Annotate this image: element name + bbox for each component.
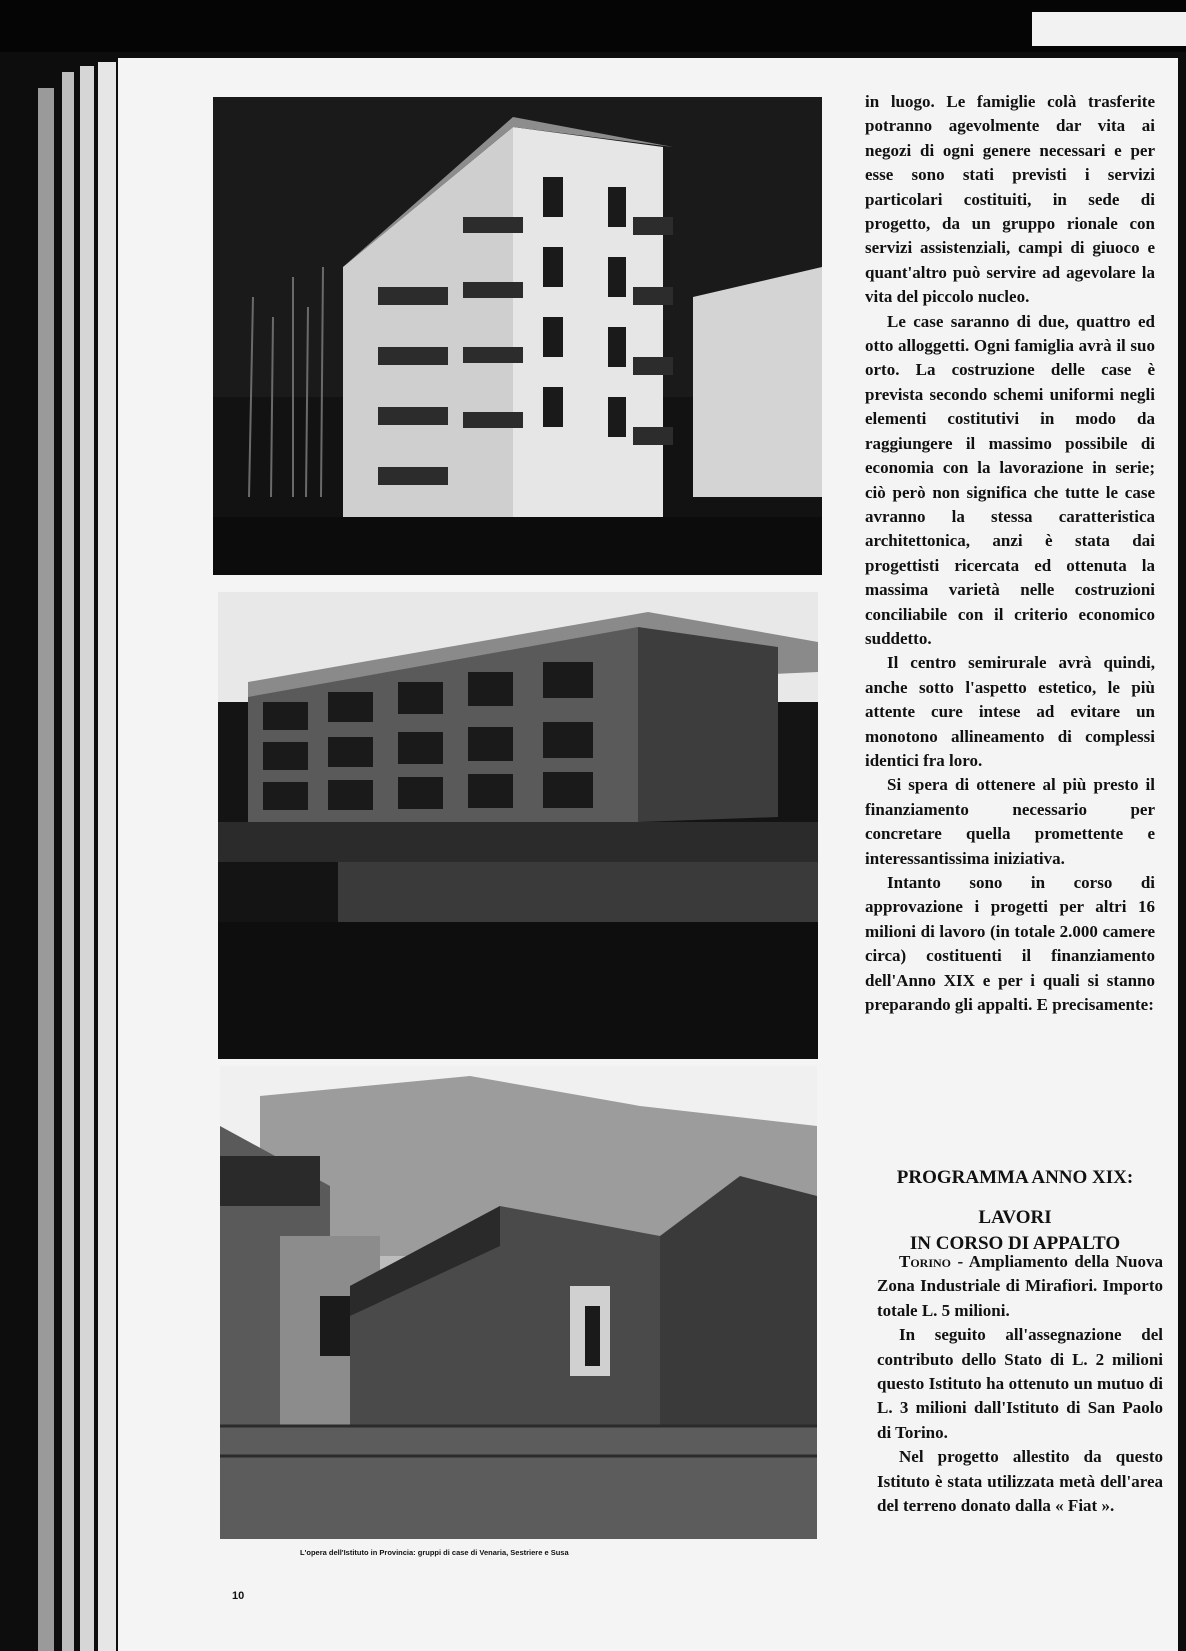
scan-top-corner <box>1032 12 1186 46</box>
photo-houses-mountain <box>220 1066 817 1539</box>
section-subheading-line: IN CORSO DI APPALTO <box>909 1233 1121 1254</box>
scan-top-border <box>0 0 1186 52</box>
page-number: 10 <box>232 1590 245 1602</box>
entry-description: - Ampliamento della Nuova Zona Industriale di Mirafiori. Importo totale L. 5 milioni. <box>877 1252 1163 1320</box>
stacked-page-edge <box>62 72 74 1651</box>
photo-caption: L'opera dell'Istituto in Provincia: gruppi di case di Venaria, Sestriere e Susa <box>300 1548 569 1557</box>
photo-apartment-block-long <box>218 592 818 1059</box>
photo-apartment-block-tall <box>213 97 822 575</box>
section-paragraph: In seguito all'assegnazione del contributo dello Stato di L. 2 milioni questo Istituto ha ottenuto un mutuo di L. 3 milioni dall'Istituto di San Paolo di Torino. <box>877 1325 1163 1442</box>
section-paragraph: Nel progetto allestito da questo Istituto è stata utilizzata metà dell'area del terreno donato dalla « Fiat ». <box>877 1447 1163 1516</box>
section-text-column <box>877 1250 1163 1518</box>
article-text-column <box>865 90 1155 1017</box>
article-paragraph: in luogo. Le famiglie colà trasferite potranno agevolmente dar vita ai negozi di ogni genere necessari e per esse sono stati previsti i servizi particolari costituiti, in sede di progetto, da un gruppo rionale con servizi assistenziali, campi di giuoco e quant'altro può servire ad agevolare la vita del piccolo nucleo. <box>865 92 1155 307</box>
article-paragraph: Intanto sono in corso di approvazione i progetti per altri 16 milioni di lavoro (in totale 2.000 camere circa) costituenti il finanziamento dell'Anno XIX e per i quali si stanno preparando gli appalti. E precisamente: <box>865 873 1155 1015</box>
section-entry <box>877 1250 1163 1323</box>
entry-city: Torino <box>899 1252 952 1271</box>
article-paragraph: Si spera di ottenere al più presto il finanziamento necessario per concretare quella promettente e interessantissima iniziativa. <box>865 775 1155 868</box>
stacked-page-edge <box>38 88 54 1651</box>
stacked-page-edge <box>80 66 94 1651</box>
section-heading: PROGRAMMA ANNO XIX: <box>896 1167 1134 1188</box>
article-paragraph: Le case saranno di due, quattro ed otto alloggetti. Ogni famiglia avrà il suo orto. La costruzione delle case è prevista secondo schemi uniformi negli elementi costitutivi in modo da raggiungere il massimo possibile di economia con la lavorazione in serie; ciò però non significa che tutte le case avranno la stessa caratteristica architettonica, anzi è stata dai progettisti ricercata ed ottenuta la massima varietà nelle costruzioni conciliabile con il criterio economico suddetto. <box>865 311 1155 648</box>
article-paragraph: Il centro semirurale avrà quindi, anche sotto l'aspetto estetico, le più attente cure intese ad evitare un monotono allineamento di complessi identici fra loro. <box>865 653 1155 770</box>
stacked-page-edge <box>98 62 116 1651</box>
section-subheading-line: LAVORI <box>978 1207 1052 1228</box>
